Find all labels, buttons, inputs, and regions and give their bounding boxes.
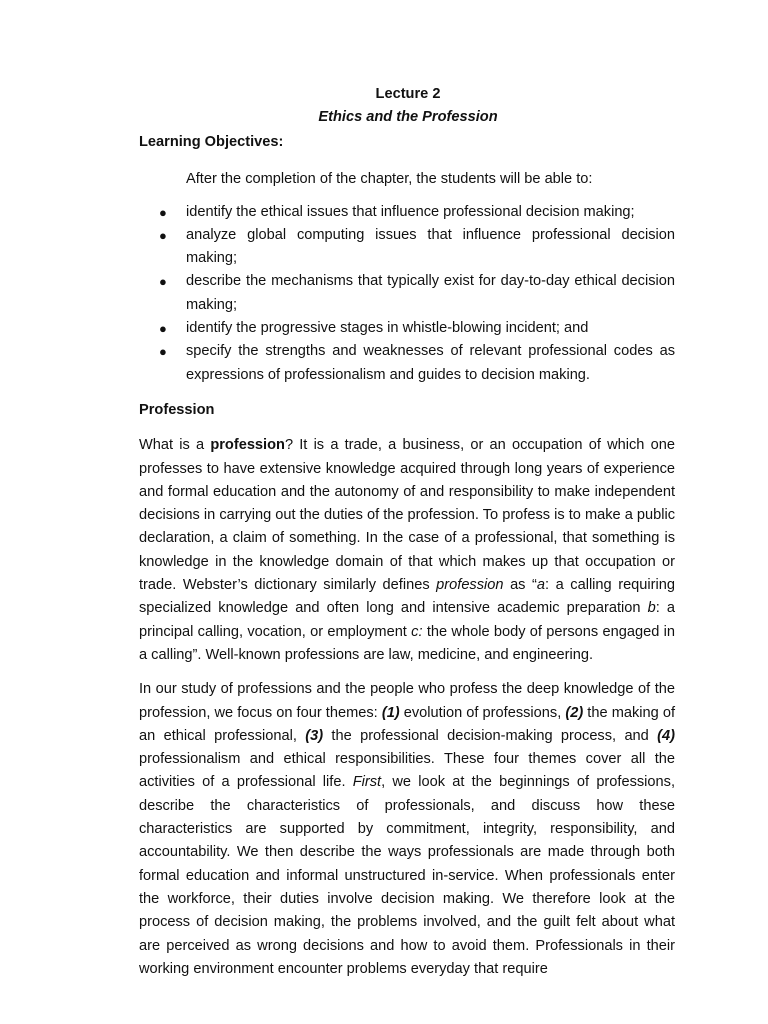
list-item [139, 201, 675, 224]
theme-number: (1) [381, 704, 400, 721]
italic-term: profession [436, 577, 504, 594]
objective-text: describe the mechanisms that typically exist for day-to-day ethical decision making; [186, 273, 675, 313]
text-run: What is a [139, 437, 211, 454]
learning-objectives-heading: Learning Objectives: [139, 134, 284, 150]
text-run: , we look at the beginnings of professions, describe the characteristics of professionals, and discuss how these characteristics are supported by commitment, integrity, responsibility, and accountability. We then describe the ways professionals are made through both formal education and informal unstructured in-service. When professionals enter the workforce, their duties involve decision making. We therefore look at the process of decision making, the problems involved, and the guilt felt about what are perceived as wrong decisions and how to avoid them. Professionals in their working environment encounter problems everyday that require [139, 774, 676, 977]
profession-heading: Profession [139, 401, 215, 418]
lecture-title: Ethics and the Profession [318, 109, 498, 125]
text-run: as “ [503, 577, 537, 594]
bullet-icon: ● [159, 344, 167, 360]
italic-term: c: [411, 623, 423, 640]
bullet-icon: ● [159, 227, 167, 243]
text-run: evolution of professions, [399, 704, 566, 721]
text-run: : a calling requiring specialized knowledge and often long and intensive academic preparation [139, 577, 675, 617]
objective-text: specify the strengths and weaknesses of relevant professional codes as expressions of professionalism and guides to decision making. [186, 343, 675, 383]
objective-text: identify the ethical issues that influence professional decision making; [186, 203, 635, 220]
profession-paragraph-1 [139, 434, 675, 667]
theme-number: (4) [657, 727, 675, 744]
document-page [139, 83, 675, 981]
lecture-number: Lecture 2 [375, 86, 441, 102]
list-item [139, 224, 675, 271]
list-item [139, 270, 675, 317]
bold-term: profession [210, 437, 285, 454]
text-run: : a principal calling, vocation, or employment [139, 600, 675, 640]
text-run: the making of an ethical professional, [139, 704, 676, 744]
theme-number: (3) [305, 727, 324, 744]
profession-paragraph-2 [139, 678, 675, 981]
text-run: the whole body of persons engaged in a calling”. Well-known professions are law, medicine, and engineering. [139, 623, 675, 663]
text-run: ? It is a trade, a business, or an occupation of which one professes to have extensive knowledge acquired through long years of experience and formal education and the autonomy of and responsibility to make independent decisions in carrying out the duties of the profession. To profess is to make a public declaration, a claim of something. In the case of a professional, that something is knowledge in the knowledge domain of that which makes up that occupation or trade. Webster’s dictionary similarly defines [139, 437, 675, 594]
list-item [139, 317, 675, 340]
text-run: the professional decision-making process, and [323, 727, 658, 744]
list-item [139, 340, 675, 387]
italic-term: b [647, 600, 656, 617]
theme-number: (2) [565, 704, 584, 721]
objective-text: identify the progressive stages in whistle-blowing incident; and [186, 320, 589, 337]
italic-term: a [536, 577, 546, 594]
text-run: professionalism and ethical responsibilities. These four themes cover all the activities of a professional life. [139, 751, 675, 791]
bullet-icon: ● [159, 274, 167, 290]
objective-text: analyze global computing issues that influence professional decision making; [186, 226, 675, 267]
objectives-list [139, 201, 675, 387]
bullet-icon: ● [159, 204, 167, 220]
objectives-intro: After the completion of the chapter, the students will be able to: [186, 171, 593, 188]
bullet-icon: ● [159, 321, 167, 337]
italic-term: First [352, 774, 382, 791]
text-run: In our study of professions and the people who profess the deep knowledge of the profession, we focus on four themes: [139, 681, 675, 721]
